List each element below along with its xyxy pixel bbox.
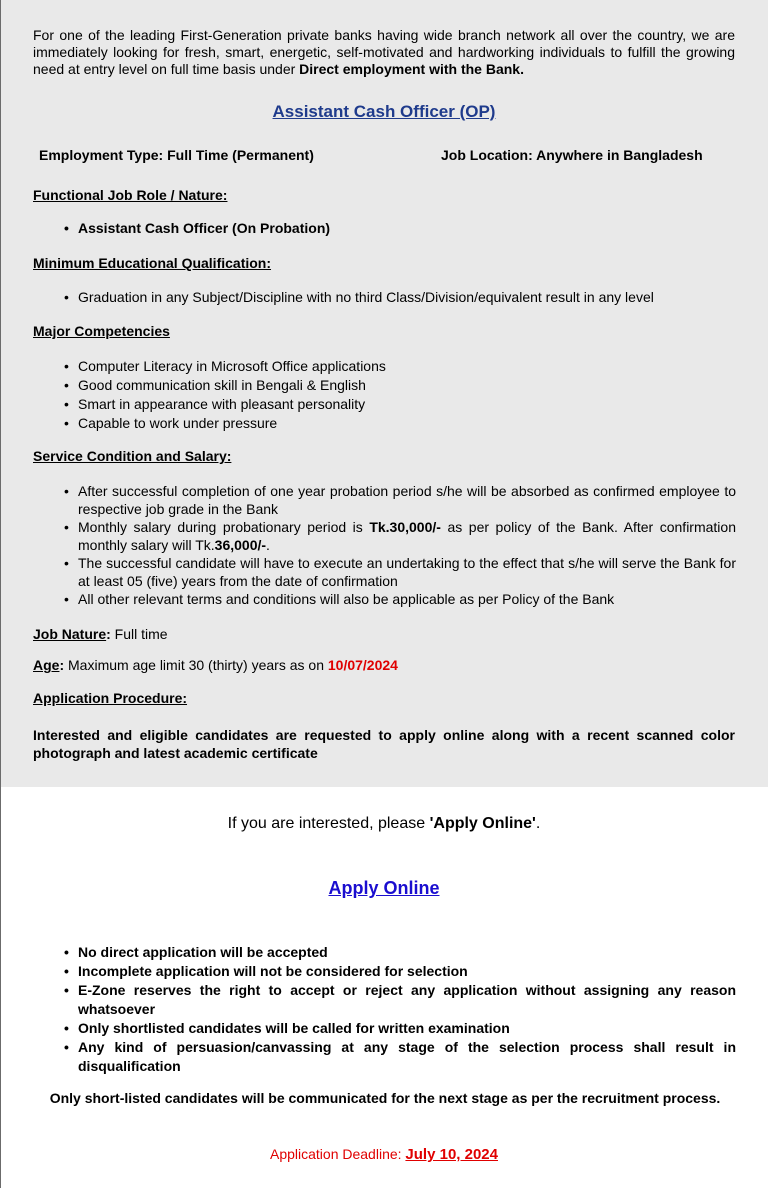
list-item: • E-Zone reserves the right to accept or reject any application without assigning any reason whatsoever [62, 981, 736, 1019]
age-limit [33, 657, 398, 673]
list-item: • No direct application will be accepted [62, 943, 736, 962]
list-item: • Only shortlisted candidates will be called for written examination [62, 1019, 736, 1038]
intro-paragraph [33, 27, 735, 78]
deadline-label: Application Deadline: [270, 1146, 406, 1162]
list-item: • The successful candidate will have to execute an undertaking to the effect that s/he will serve the Bank for at least 05 (five) years from the date of confirmation [62, 554, 736, 590]
list-item: • Assistant Cash Officer (On Probation) [62, 219, 736, 238]
age-label: Age [33, 657, 60, 673]
shortlist-note: Only short-listed candidates will be communicated for the next stage as per the recruitment process. [49, 1090, 721, 1106]
service-heading: Service Condition and Salary: [33, 448, 232, 464]
competencies-list [62, 357, 736, 433]
service-list [62, 482, 736, 608]
education-heading: Minimum Educational Qualification: [33, 255, 272, 271]
education-list [62, 288, 736, 307]
age-colon: : [59, 657, 65, 673]
salary-text: Monthly salary during probationary period is [78, 519, 370, 535]
job-title: Assistant Cash Officer (OP) [272, 102, 496, 121]
salary-text: . [266, 537, 270, 553]
job-nature-colon: : [106, 626, 111, 642]
probation-salary: Tk.30,000/- [369, 519, 441, 535]
list-item: • Smart in appearance with pleasant personality [62, 395, 736, 414]
notes-list [62, 943, 736, 1076]
list-item: • Incomplete application will not be considered for selection [62, 962, 736, 981]
intro-text: For one of the leading First-Generation private banks having wide branch network all over the country, we are immediately looking for fresh, smart, energetic, self-motivated and hardworking individuals to fulfill the growing need at entry level on full time basis under [33, 27, 735, 77]
procedure-text: Interested and eligible candidates are requested to apply online along with a recent scanned color photograph and latest academic certificate [33, 727, 735, 761]
interested-bold: 'Apply Online' [429, 815, 536, 832]
apply-online-label[interactable]: Apply Online [328, 878, 440, 898]
confirmed-salary: 36,000/- [214, 537, 267, 553]
list-item: • Any kind of persuasion/canvassing at any stage of the selection process shall result in disqualification [62, 1038, 736, 1076]
job-nature-label: Job Nature [33, 626, 107, 642]
competencies-heading: Major Competencies [33, 323, 170, 339]
list-item: • After successful completion of one year probation period s/he will be absorbed as confirmed employee to respective job grade in the Bank [62, 482, 736, 518]
job-location: Job Location: Anywhere in Bangladesh [441, 147, 703, 163]
list-item: • Computer Literacy in Microsoft Office applications [62, 357, 736, 376]
apply-online-link[interactable] [0, 878, 768, 899]
job-nature-value: Full time [110, 626, 168, 642]
list-item: • All other relevant terms and conditions will also be applicable as per Policy of the Bank [62, 590, 736, 608]
list-item [62, 518, 736, 554]
procedure-heading: Application Procedure: [33, 690, 188, 706]
interested-text: If you are interested, please [227, 815, 430, 832]
interested-end: . [535, 815, 541, 832]
age-date: 10/07/2024 [327, 657, 398, 673]
functional-role-list [62, 219, 736, 238]
employment-type: Employment Type: Full Time (Permanent) [39, 147, 314, 163]
deadline-date: July 10, 2024 [405, 1146, 498, 1163]
intro-bold: Direct employment with the Bank. [299, 61, 524, 77]
list-item: • Graduation in any Subject/Discipline with no third Class/Division/equivalent result in any level [62, 288, 736, 307]
application-deadline [0, 1146, 768, 1163]
job-nature [33, 626, 168, 642]
salary-text: as per policy of the Bank. After confirmation monthly salary will Tk. [78, 519, 736, 553]
age-text: Maximum age limit 30 (thirty) years as on [64, 657, 328, 673]
functional-role-heading: Functional Job Role / Nature: [33, 187, 228, 203]
interested-line [0, 815, 768, 833]
list-item: • Capable to work under pressure [62, 414, 736, 433]
list-item: • Good communication skill in Bengali & English [62, 376, 736, 395]
